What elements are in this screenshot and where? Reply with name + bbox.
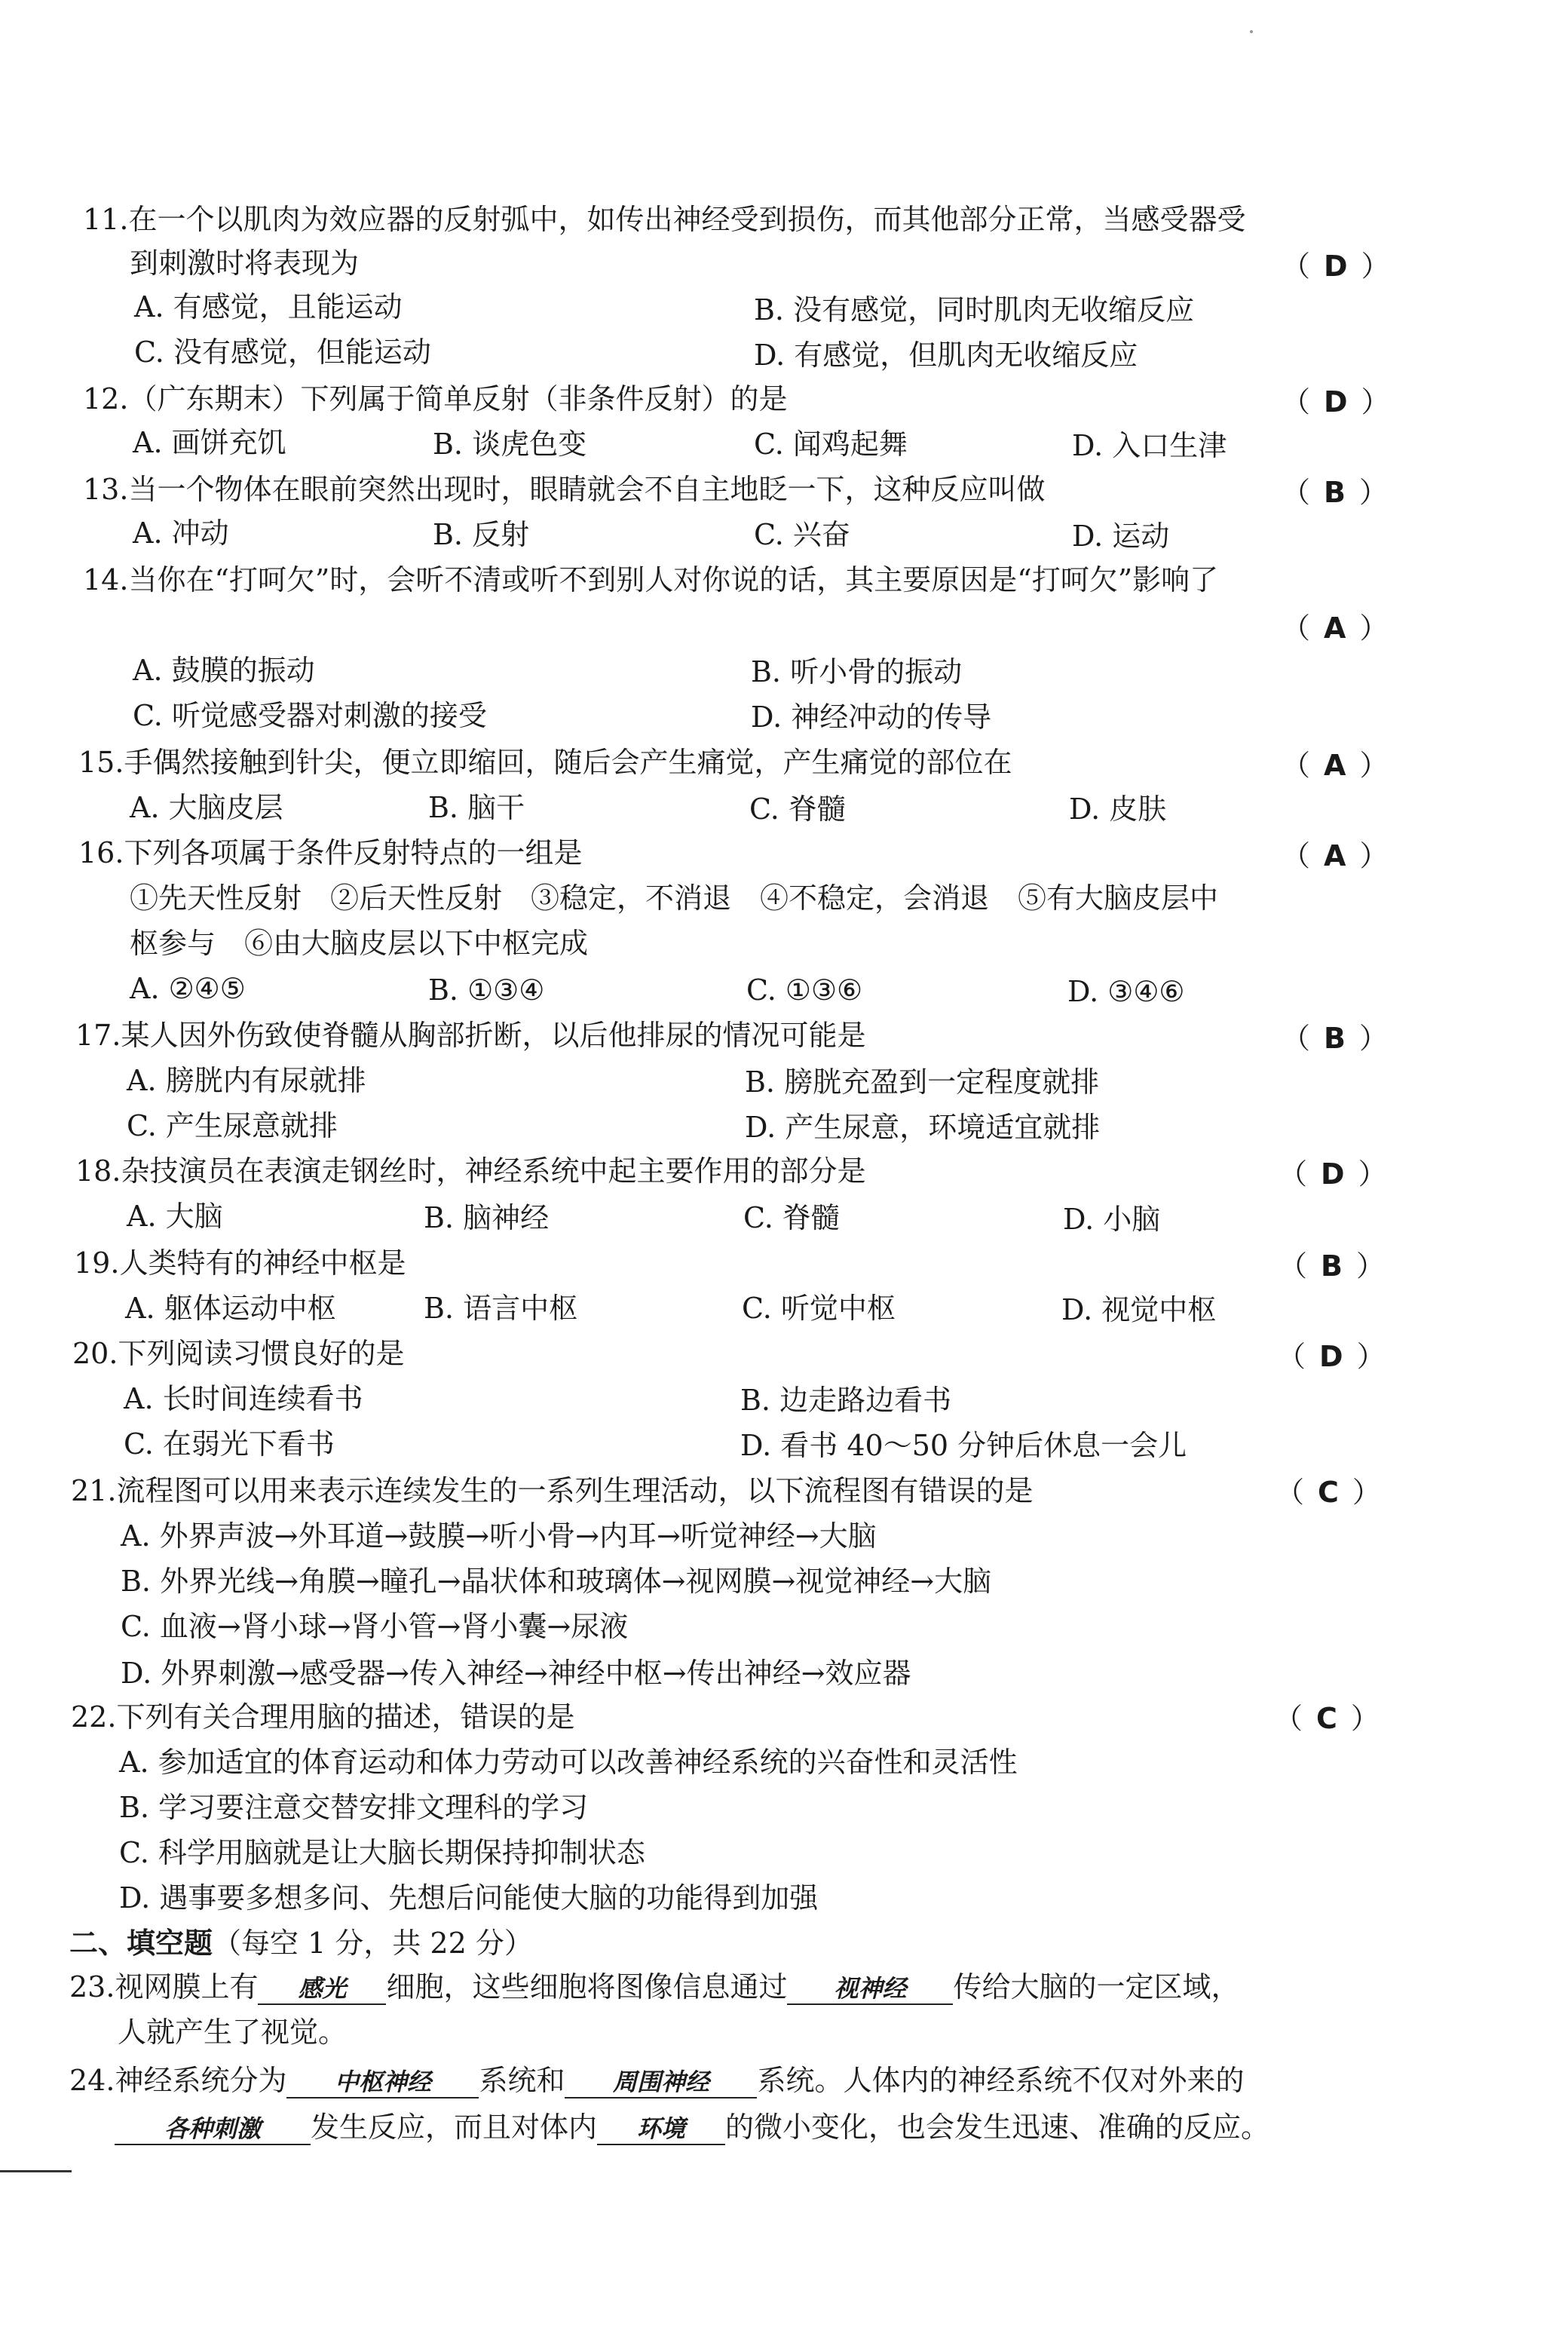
question-22-option-d: D. 遇事要多想多问、先想后问能使大脑的功能得到加强 (119, 1881, 819, 1915)
question-19-answer: （ B ） (1279, 1249, 1385, 1283)
question-11-stem-cont: 到刺激时将表现为 (130, 247, 360, 280)
question-13-option-d: D. 运动 (1072, 520, 1170, 553)
question-18-option-a: A. 大脑 (127, 1200, 223, 1233)
question-12-option-a: A. 画饼充饥 (133, 426, 286, 459)
question-24-blank-1: 中枢神经 (286, 2067, 479, 2098)
question-19-option-c: C. 听觉中枢 (742, 1292, 896, 1325)
question-20-option-d: D. 看书 40～50 分钟后休息一会儿 (740, 1429, 1187, 1462)
question-14-option-a: A. 鼓膜的振动 (133, 654, 315, 687)
question-11-stem: 11.在一个以肌肉为效应器的反射弧中，如传出神经受到损伤，而其他部分正常，当感受器受 (83, 203, 1246, 236)
section-fill-in-title: 二、填空题（每空 1 分，共 22 分） (69, 1926, 533, 1960)
question-17-option-a: A. 膀胱内有尿就排 (127, 1064, 366, 1097)
question-23-blank-1: 感光 (258, 1973, 386, 2005)
question-11-option-a: A. 有感觉，且能运动 (134, 290, 403, 323)
question-14-answer: （ A ） (1282, 612, 1389, 645)
question-15-answer: （ A ） (1282, 749, 1389, 782)
question-23-blank-2: 视神经 (787, 1973, 953, 2005)
question-14-option-d: D. 神经冲动的传导 (751, 701, 992, 734)
question-22-option-a: A. 参加适宜的体育运动和体力劳动可以改善神经系统的兴奋性和灵活性 (119, 1746, 1018, 1779)
question-24-blank-3: 各种刺激 (115, 2114, 311, 2145)
question-18-option-d: D. 小脑 (1063, 1203, 1161, 1236)
question-15-option-d: D. 皮肤 (1069, 792, 1167, 826)
question-22-stem: 22.下列有关合理用脑的描述，错误的是 (71, 1700, 575, 1734)
question-16-statements: ①先天性反射 ②后天性反射 ③稳定，不消退 ④不稳定，会消退 ⑤有大脑皮层中 (130, 881, 1219, 915)
question-15-option-b: B. 脑干 (428, 791, 525, 824)
question-24: 24.神经系统分为 中枢神经 系统和 周围神经 系统。人体内的神经系统不仅对外来的 (69, 2064, 1245, 2097)
question-24-blank-4: 环境 (597, 2114, 725, 2145)
question-12-option-d: D. 入口生津 (1072, 429, 1227, 462)
question-13-stem: 13.当一个物体在眼前突然出现时，眼睛就会不自主地眨一下，这种反应叫做 (83, 473, 1046, 506)
question-21-option-c: C. 血液→肾小球→肾小管→肾小囊→尿液 (121, 1610, 629, 1643)
question-18-answer: （ D ） (1279, 1157, 1387, 1191)
question-15-stem: 15.手偶然接触到针尖，便立即缩回，随后会产生痛觉，产生痛觉的部位在 (78, 746, 1012, 779)
question-22-option-b: B. 学习要注意交替安排文理科的学习 (119, 1791, 589, 1824)
question-13-option-c: C. 兴奋 (754, 518, 850, 551)
question-11-answer: （ D ） (1282, 250, 1390, 283)
question-12-option-b: B. 谈虎色变 (433, 428, 587, 461)
question-18-option-b: B. 脑神经 (424, 1201, 550, 1234)
question-23: 23.视网膜上有 感光 细胞，这些细胞将图像信息通过 视神经 传给大脑的一定区域， (69, 1970, 1240, 2003)
question-16-stem: 16.下列各项属于条件反射特点的一组是 (78, 836, 583, 869)
question-21-option-a: A. 外界声波→外耳道→鼓膜→听小骨→内耳→听觉神经→大脑 (121, 1519, 877, 1553)
question-24-cont: 各种刺激 发生反应，而且对体内 环境 的微小变化，也会发生迅速、准确的反应。 (115, 2110, 1269, 2145)
question-13-option-b: B. 反射 (433, 518, 530, 551)
question-16-option-c: C. ①③⑥ (746, 973, 863, 1007)
question-17-option-b: B. 膀胱充盈到一定程度就排 (745, 1065, 1100, 1099)
question-11-option-b: B. 没有感觉，同时肌肉无收缩反应 (754, 293, 1195, 326)
question-16-statements-cont: 枢参与 ⑥由大脑皮层以下中枢完成 (130, 927, 589, 960)
page-edge-mark (0, 2170, 72, 2172)
question-13-answer: （ B ） (1282, 476, 1388, 509)
question-17-stem: 17.某人因外伤致使脊髓从胸部折断，以后他排尿的情况可能是 (75, 1019, 866, 1052)
question-18-option-c: C. 脊髓 (743, 1201, 840, 1234)
question-20-option-c: C. 在弱光下看书 (124, 1427, 335, 1461)
question-15-option-a: A. 大脑皮层 (130, 791, 283, 824)
question-11-option-d: D. 有感觉，但肌肉无收缩反应 (754, 339, 1138, 372)
question-14-option-c: C. 听觉感受器对刺激的接受 (133, 699, 487, 732)
question-21-stem: 21.流程图可以用来表示连续发生的一系列生理活动，以下流程图有错误的是 (71, 1474, 1034, 1507)
question-20-stem: 20.下列阅读习惯良好的是 (72, 1337, 405, 1370)
question-17-answer: （ B ） (1282, 1022, 1388, 1055)
question-12-answer: （ D ） (1282, 385, 1390, 418)
question-20-answer: （ D ） (1277, 1340, 1386, 1373)
question-19-option-a: A. 躯体运动中枢 (125, 1292, 336, 1325)
question-17-option-d: D. 产生尿意，环境适宜就排 (745, 1111, 1101, 1144)
question-19-stem: 19.人类特有的神经中枢是 (74, 1246, 406, 1280)
question-22-answer: （ C ） (1274, 1702, 1380, 1735)
question-24-blank-2: 周围神经 (565, 2067, 757, 2098)
question-19-option-b: B. 语言中枢 (424, 1292, 578, 1325)
question-12-option-c: C. 闻鸡起舞 (754, 428, 908, 461)
question-15-option-c: C. 脊髓 (749, 792, 846, 826)
question-16-option-d: D. ③④⑥ (1067, 975, 1185, 1008)
question-21-option-d: D. 外界刺激→感受器→传入神经→神经中枢→传出神经→效应器 (121, 1657, 911, 1690)
question-14-stem: 14.当你在“打呵欠”时，会听不清或听不到别人对你说的话，其主要原因是“打呵欠”影响了 (83, 563, 1219, 596)
question-21-option-b: B. 外界光线→角膜→瞳孔→晶状体和玻璃体→视网膜→视觉神经→大脑 (121, 1565, 992, 1598)
question-12-stem: 12.（广东期末）下列属于简单反射（非条件反射）的是 (83, 382, 788, 415)
question-16-answer: （ A ） (1282, 839, 1389, 872)
question-16-option-a: A. ②④⑤ (130, 972, 246, 1005)
question-23-cont: 人就产生了视觉。 (118, 2016, 348, 2049)
question-14-option-b: B. 听小骨的振动 (751, 655, 963, 688)
question-16-option-b: B. ①③④ (428, 973, 545, 1007)
question-22-option-c: C. 科学用脑就是让大脑长期保持抑制状态 (119, 1836, 645, 1869)
scan-dot (1250, 30, 1253, 33)
question-21-answer: （ C ） (1276, 1476, 1381, 1509)
question-19-option-d: D. 视觉中枢 (1061, 1293, 1217, 1326)
question-11-option-c: C. 没有感觉，但能运动 (134, 336, 431, 369)
question-17-option-c: C. 产生尿意就排 (127, 1109, 338, 1142)
question-13-option-a: A. 冲动 (133, 517, 229, 550)
question-18-stem: 18.杂技演员在表演走钢丝时，神经系统中起主要作用的部分是 (75, 1154, 866, 1188)
question-20-option-a: A. 长时间连续看书 (124, 1382, 363, 1415)
question-20-option-b: B. 边走路边看书 (740, 1384, 952, 1417)
